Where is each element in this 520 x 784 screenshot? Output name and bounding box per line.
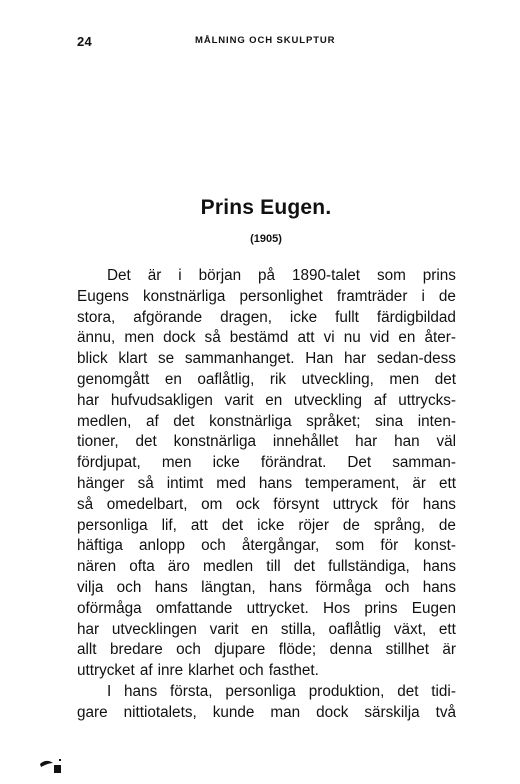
word: rik [269, 370, 287, 388]
printer-mark-icon [38, 757, 68, 775]
word: det [221, 516, 244, 534]
text-line [77, 328, 456, 349]
word: för [391, 495, 410, 513]
word: konstnärliga [173, 433, 257, 451]
chapter-year: (1905) [250, 233, 282, 245]
word: temperament, [305, 474, 400, 492]
word: vid [369, 329, 390, 347]
word: I [107, 682, 112, 700]
word: medlen, [77, 412, 132, 430]
word: förändrat. [260, 454, 327, 472]
word: så [137, 474, 154, 492]
word: hänger [77, 474, 125, 492]
word: om [201, 495, 223, 513]
text-line [77, 536, 456, 557]
word: fullt [335, 308, 359, 326]
word: af [145, 412, 159, 430]
word: produktion, [308, 682, 385, 700]
word: har [77, 391, 100, 409]
word: en [265, 391, 283, 409]
text-line [77, 578, 456, 599]
word: personliga [225, 682, 296, 700]
text-line [77, 432, 456, 453]
word: inten- [417, 412, 456, 430]
word: konstnärliga [142, 287, 226, 305]
word: hans [422, 495, 456, 513]
word: dragen, [220, 308, 272, 326]
word: icke [257, 516, 285, 534]
word: oaflåtlig, [197, 370, 255, 388]
word: utveckling [293, 391, 362, 409]
word: har [344, 350, 367, 368]
word: på [258, 267, 276, 284]
word: sammanhanget. [184, 350, 295, 368]
word: prins [422, 267, 456, 284]
word: stora, [77, 308, 116, 326]
word: till [266, 558, 281, 576]
word: ett [438, 474, 456, 492]
word: framträder [336, 287, 408, 305]
text-line [77, 308, 456, 329]
word: språket; [306, 412, 361, 430]
text-line [77, 661, 456, 682]
text-line [77, 266, 456, 287]
word: men [124, 329, 155, 347]
word: varit [209, 620, 239, 638]
word: uttryck [332, 495, 378, 513]
word: fördjupat, [77, 454, 141, 472]
word: en [251, 620, 269, 638]
word: men [161, 454, 192, 472]
word: Det [347, 454, 372, 472]
word: kunde [212, 703, 255, 721]
word: medlen [202, 558, 254, 576]
word: se [157, 350, 175, 368]
word: så [204, 329, 221, 347]
word: varit [224, 391, 254, 409]
text-line [77, 620, 456, 641]
text-line [77, 474, 456, 495]
word: 1890-talet [291, 267, 361, 284]
word: ock [235, 495, 260, 513]
text-line [77, 599, 456, 620]
word: uttrycks- [398, 391, 456, 409]
word: försynt [273, 495, 320, 513]
word: det [135, 433, 157, 451]
text-line [77, 412, 456, 433]
word: och [384, 578, 410, 596]
word: han [394, 433, 420, 451]
word: gare [77, 703, 108, 721]
text-line [77, 287, 456, 308]
running-head [77, 34, 455, 50]
word: dock [316, 703, 349, 721]
word: hans [268, 578, 303, 596]
word: och [201, 537, 226, 555]
word: har [355, 433, 378, 451]
word: anlopp [139, 537, 185, 555]
word: och [176, 641, 201, 659]
text-line [77, 370, 456, 391]
word: dock [163, 329, 196, 347]
word: icke [289, 308, 318, 326]
word: Hos [322, 599, 351, 617]
word: längtan, [201, 578, 256, 596]
word: omfattande [155, 599, 233, 617]
word: men [389, 370, 420, 388]
word: sedan-dess [376, 350, 456, 368]
word: djupare [214, 641, 266, 659]
word: två [435, 703, 456, 721]
word: åter- [424, 329, 456, 347]
word: i [421, 287, 425, 305]
word: innehållet [272, 433, 339, 451]
word: personliga [77, 516, 148, 534]
word: flöde; [278, 641, 317, 659]
word: är [442, 641, 456, 659]
word: häftiga [77, 537, 123, 555]
word: stillhet [385, 641, 429, 659]
running-title: MÅLNING OCH SKULPTUR [195, 35, 336, 46]
word: har [77, 620, 100, 638]
word: det [397, 682, 419, 700]
word: allt [77, 641, 97, 659]
word: blick [77, 350, 108, 368]
word: äro [167, 558, 190, 576]
text-line [77, 703, 456, 724]
word: hans [258, 474, 293, 492]
word: hans [124, 682, 158, 700]
word: omedelbart, [106, 495, 188, 513]
word: sina [375, 412, 404, 430]
word: ett [438, 620, 456, 638]
word: början [198, 267, 242, 284]
word: tidi- [431, 682, 456, 700]
text-line [77, 349, 456, 370]
word: fasthet. [268, 662, 319, 680]
word: inre [157, 662, 184, 680]
word: återgångar, [241, 537, 320, 555]
word: vilja [77, 578, 104, 596]
text-line [77, 557, 456, 578]
word: tioner, [77, 433, 119, 451]
word: bredare [110, 641, 163, 659]
word: det [434, 370, 456, 388]
word: prins [364, 599, 398, 617]
word: hans [422, 558, 456, 576]
word: hans [154, 578, 188, 596]
word: Det [107, 267, 131, 284]
word: personlighet [239, 287, 323, 305]
word: klarhet [188, 662, 235, 680]
text-line [77, 453, 456, 474]
word: som [376, 267, 406, 284]
word: de [438, 516, 456, 534]
word: denna [329, 641, 373, 659]
word: uttrycket. [246, 599, 309, 617]
word: med [216, 474, 246, 492]
word: färdigbildad [376, 308, 456, 326]
word: en [398, 329, 416, 347]
word: Eugens [77, 287, 129, 305]
page-number: 24 [77, 34, 93, 49]
word: klart [118, 350, 148, 368]
word: så [77, 495, 94, 513]
word: nu [343, 329, 361, 347]
word: lif, [161, 516, 177, 534]
word: nittiotalets, [123, 703, 197, 721]
word: uttrycket [77, 662, 135, 680]
chapter-title: Prins Eugen. [200, 196, 332, 219]
word: samman- [392, 454, 456, 472]
word: konst- [414, 537, 456, 555]
word: utvecklingen [111, 620, 197, 638]
word: förmåga [315, 578, 372, 596]
word: oaflåtlig [328, 620, 382, 638]
word: fullständiga, [328, 558, 410, 576]
word: första, [170, 682, 213, 700]
text-line [77, 640, 456, 661]
text-line [77, 391, 456, 412]
word: konstnärliga [209, 412, 292, 430]
word: Eugen [411, 599, 456, 617]
text-line [77, 516, 456, 537]
word: af [139, 662, 153, 680]
text-line [77, 682, 456, 703]
word: hans [422, 578, 456, 596]
word: att [297, 329, 315, 347]
word: ofta [129, 558, 155, 576]
word: röjer [298, 516, 329, 534]
word: afgörande [133, 308, 203, 326]
word: oförmåga [77, 599, 142, 617]
word: som [335, 537, 365, 555]
word: af [373, 391, 387, 409]
word: det [173, 412, 195, 430]
word: växt, [393, 620, 427, 638]
word: stilla, [280, 620, 316, 638]
word: och [239, 662, 264, 680]
word: i [178, 267, 182, 284]
word: de [438, 287, 456, 305]
word: språng, [373, 516, 425, 534]
word: bestämd [229, 329, 289, 347]
word: ännu, [77, 329, 116, 347]
word: särskilja [364, 703, 420, 721]
word: är [147, 267, 162, 284]
word: de [342, 516, 360, 534]
word: man [270, 703, 301, 721]
word: nären [77, 558, 117, 576]
word: en [164, 370, 182, 388]
word: hufvudsakligen [110, 391, 213, 409]
word: att [190, 516, 208, 534]
body-text [77, 266, 456, 724]
word: utveckling, [301, 370, 374, 388]
word: för [380, 537, 399, 555]
word: det [293, 558, 316, 576]
text-line [77, 495, 456, 516]
word: Han [305, 350, 334, 368]
word: väl [436, 433, 456, 451]
word: icke [212, 454, 240, 472]
word: intimt [166, 474, 204, 492]
word: vi [323, 329, 335, 347]
word: genomgått [77, 370, 150, 388]
word: och [116, 578, 142, 596]
word: är [412, 474, 426, 492]
